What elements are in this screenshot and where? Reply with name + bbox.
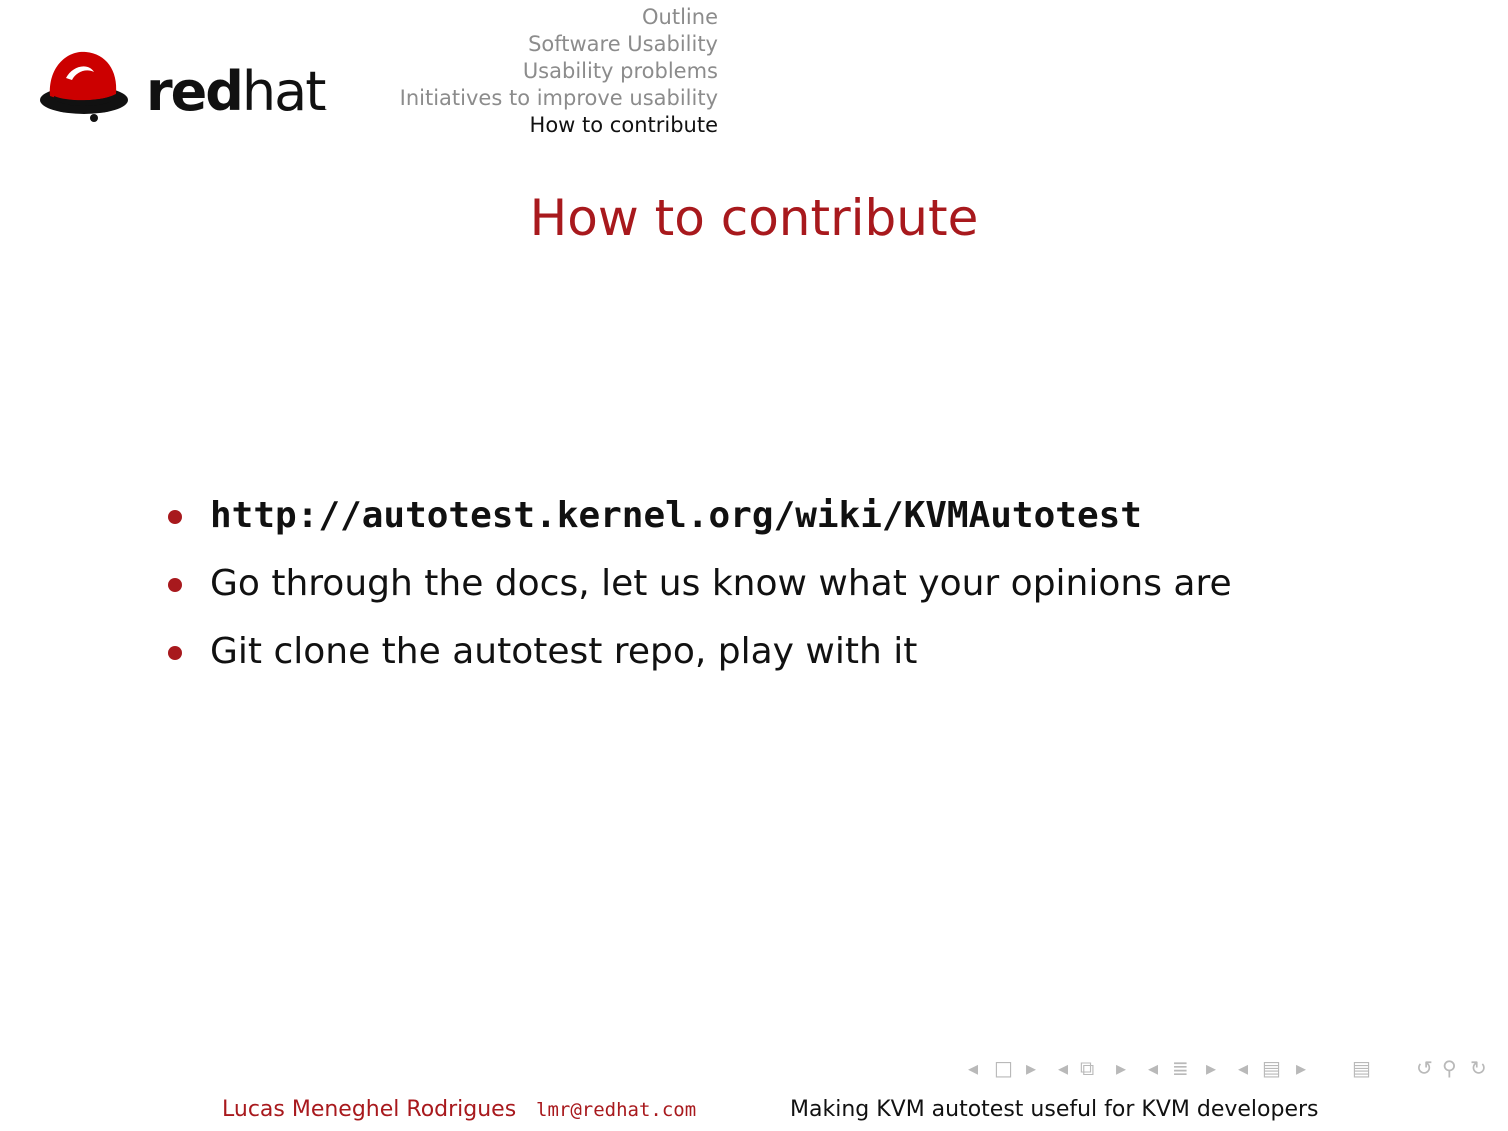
prev-section-arrow-icon[interactable]: ◂ [1238,1056,1249,1080]
wordmark-bold: red [146,60,242,123]
nav-item-outline[interactable]: Outline [642,5,718,29]
bullet-text: Go through the docs, let us know what your opinions are [210,563,1232,604]
next-subsection-arrow-icon[interactable]: ▸ [1206,1056,1217,1080]
redhat-wordmark [146,54,327,146]
wiki-link[interactable]: http://autotest.kernel.org/wiki/KVMAutotest [210,495,1142,536]
footer-talk-title: Making KVM autotest useful for KVM developers [790,1097,1319,1122]
nav-item-software-usability[interactable]: Software Usability [528,32,718,56]
footer-email[interactable]: lmr@redhat.com [536,1099,697,1121]
subsection-icon[interactable]: ≣ [1172,1056,1189,1080]
list-item [162,550,1232,618]
footer-author: Lucas Meneghel Rodrigues [222,1097,517,1122]
next-frame-arrow-icon[interactable]: ▸ [1116,1056,1127,1080]
frame-icon[interactable]: ⧉ [1080,1056,1095,1080]
prev-frame-arrow-icon[interactable]: ◂ [1058,1056,1069,1080]
next-slide-arrow-icon[interactable]: ▸ [1026,1056,1037,1080]
section-navigation [400,4,718,139]
bullet-icon [168,646,182,660]
list-item [162,618,1232,686]
shadowman-hat-icon [36,44,132,130]
bullet-icon [168,510,182,524]
search-icon[interactable]: ⚲ [1442,1056,1457,1080]
section-icon[interactable]: ▤ [1262,1056,1281,1080]
nav-item-initiatives[interactable]: Initiatives to improve usability [399,86,718,110]
redhat-logo [36,44,336,134]
wordmark-light: hat [241,60,325,123]
bullet-text: Git clone the autotest repo, play with it [210,631,918,672]
list-item [162,482,1232,550]
slide-icon[interactable]: □ [994,1056,1013,1080]
nav-item-how-to-contribute[interactable]: How to contribute [529,113,718,137]
bullet-list [162,482,1232,686]
next-section-arrow-icon[interactable]: ▸ [1296,1056,1307,1080]
wordmark-trademark: . [324,103,328,113]
prev-slide-arrow-icon[interactable]: ◂ [968,1056,979,1080]
back-icon[interactable]: ↺ [1416,1056,1433,1080]
nav-item-usability-problems[interactable]: Usability problems [522,59,718,83]
forward-icon[interactable]: ↻ [1470,1056,1487,1080]
prev-subsection-arrow-icon[interactable]: ◂ [1148,1056,1159,1080]
frame-title: How to contribute [529,189,979,247]
document-icon[interactable]: ▤ [1352,1056,1371,1080]
navigation-symbols [962,1052,1502,1084]
bullet-icon [168,578,182,592]
